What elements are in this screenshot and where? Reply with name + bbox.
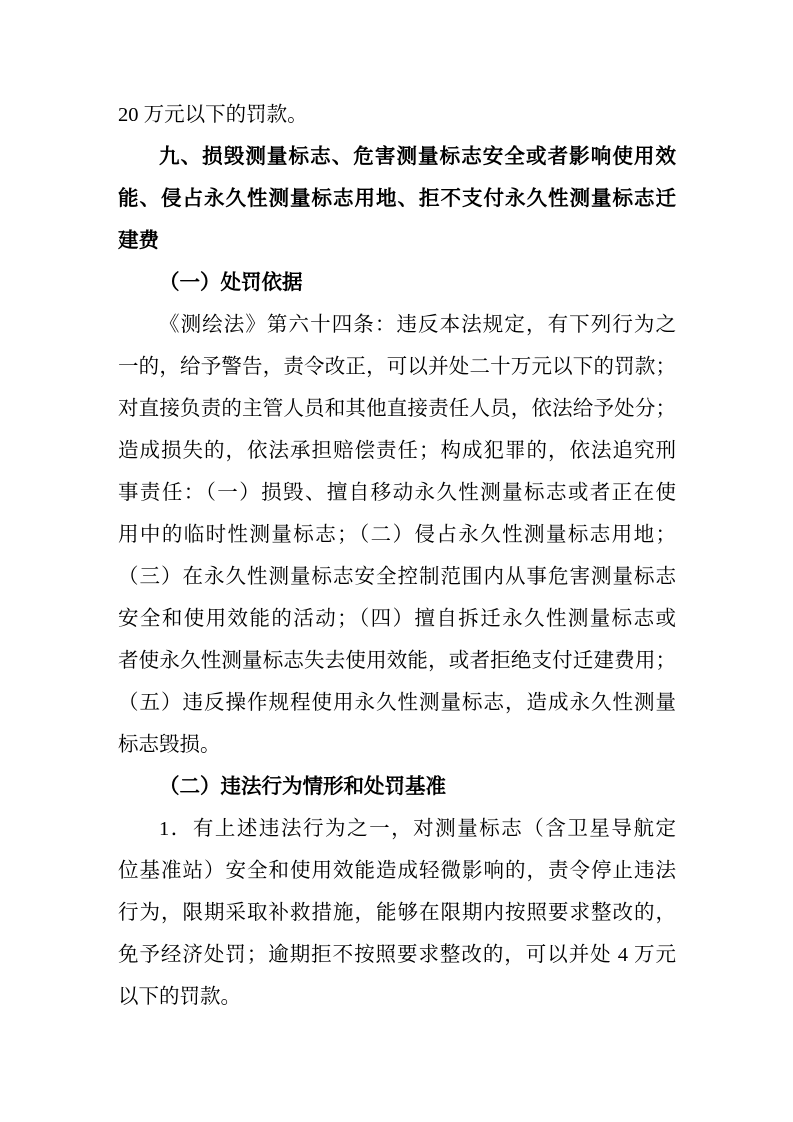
subsection-heading-penalty-basis	[118, 262, 676, 304]
text-line: 免予经济处罚；逾期拒不按照要求整改的，可以并处 4 万元	[118, 944, 676, 966]
text-line: 事责任：（一）损毁、擅自移动永久性测量标志或者正在使	[118, 482, 676, 504]
subheading-line: （一）处罚依据	[159, 272, 303, 294]
text-line: 用中的临时性测量标志；（二）侵占永久性测量标志用地；	[118, 524, 676, 546]
text-line: 对直接负责的主管人员和其他直接责任人员，依法给予处分；	[118, 398, 676, 420]
heading-line: 九、损毁测量标志、危害测量标志安全或者影响使用效	[159, 145, 676, 168]
subheading-line: （二）违法行为情形和处罚基准	[159, 776, 446, 798]
text-line: 位基准站）安全和使用效能造成轻微影响的，责令停止违法	[118, 860, 676, 882]
paragraph-continuation	[118, 94, 676, 136]
text-line: 安全和使用效能的活动；（四）擅自拆迁永久性测量标志或	[118, 608, 676, 630]
heading-line: 能、侵占永久性测量标志用地、拒不支付永久性测量标志迁	[118, 187, 676, 210]
text-line: 1．有上述违法行为之一，对测量标志（含卫星导航定	[159, 818, 676, 840]
subsection-heading-violation-criteria	[118, 766, 676, 808]
text-line: （三）在永久性测量标志安全控制范围内从事危害测量标志	[118, 566, 676, 588]
text-line: 行为，限期采取补救措施，能够在限期内按照要求整改的，	[118, 902, 676, 924]
text-line: 者使永久性测量标志失去使用效能，或者拒绝支付迁建费用；	[118, 650, 676, 672]
text-line: 标志毁损。	[118, 734, 221, 756]
text-line: 20 万元以下的罚款。	[118, 104, 308, 126]
text-line: 《测绘法》第六十四条：违反本法规定，有下列行为之	[159, 314, 676, 336]
text-line: 一的，给予警告，责令改正，可以并处二十万元以下的罚款；	[118, 356, 676, 378]
text-line: （五）违反操作规程使用永久性测量标志，造成永久性测量	[118, 692, 676, 714]
document-text-block	[118, 94, 676, 1018]
text-line: 造成损失的，依法承担赔偿责任；构成犯罪的，依法追究刑	[118, 440, 676, 462]
heading-line: 建费	[118, 229, 159, 252]
text-line: 以下的罚款。	[118, 986, 241, 1008]
legal-basis-paragraph	[118, 304, 676, 766]
penalty-criteria-paragraph	[118, 808, 676, 1018]
section-heading	[118, 136, 676, 262]
